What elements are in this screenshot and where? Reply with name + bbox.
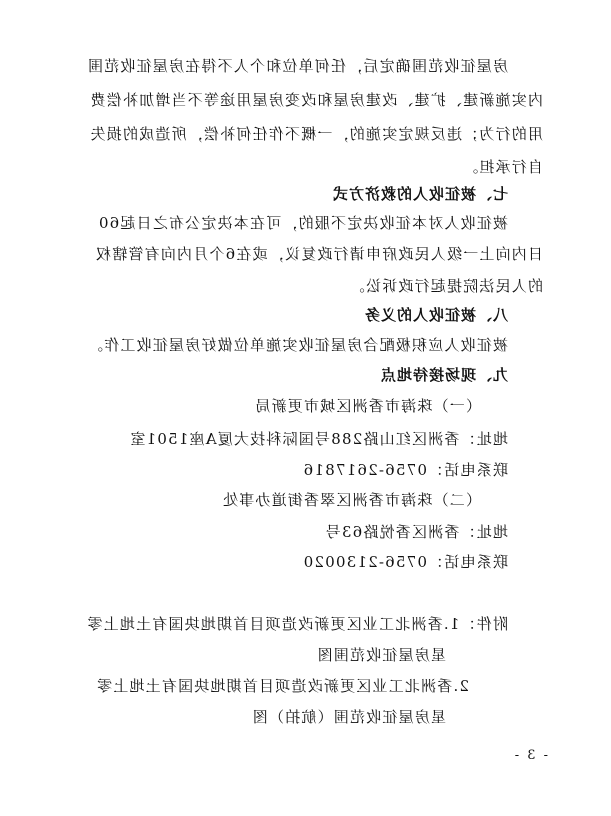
paragraph-line: 用的行为；违反规定实施的，一概不作任何补偿，所造成的损失 [89,125,543,143]
paragraph-line: 房屋征收范围确定后，任何单位和个人不得在房屋征收范围 [86,57,508,75]
paragraph-line: 的人民法院提起行政诉讼。 [348,277,543,295]
paragraph-line: 内实施新建、扩建、改建房屋和改变房屋用途等不当增加补偿费 [89,91,543,109]
section-heading-7: 七、被征收人的救济方式 [331,185,508,203]
contact-phone: 联系电话：0756-2617816 [302,461,508,479]
contact-address: 地址：香洲区香悦路63号 [324,523,508,541]
attachment-line: 星房屋征收范围（航拍）图 [251,708,446,726]
contact-phone: 联系电话：0756-2130020 [302,553,508,571]
contact-address: 地址：香洲区红山路288号国际科技大厦A座1501室 [129,430,508,448]
paragraph-line: 日内向上一级人民政府申请行政复议，或在6个月内向有管辖权 [94,245,543,263]
attachment-line: 附件：1.香洲北工业区更新改造项目首期地块国有土地上零 [86,615,508,633]
paragraph-line: 自行承担。 [461,158,543,176]
contact-name: （一）珠海市香洲区城市更新局 [254,397,481,415]
paragraph-line: 被征收人应积极配合房屋征收实施单位做好房屋征收工作。 [86,336,508,354]
paragraph-line: 被征收人对本征收决定不服的，可在本决定公布之日起60 [97,214,508,232]
contact-name: （二）珠海市香洲区翠香街道办事处 [221,491,481,509]
section-heading-9: 九、现场接待地点 [379,366,508,384]
attachment-line: 2.香洲北工业区更新改造项目首期地块国有土地上零 [95,677,469,695]
page-number: - 3 - [512,748,548,763]
attachment-line: 星房屋征收范围图 [316,646,446,664]
section-heading-8: 八、被征收人的义务 [363,306,508,324]
